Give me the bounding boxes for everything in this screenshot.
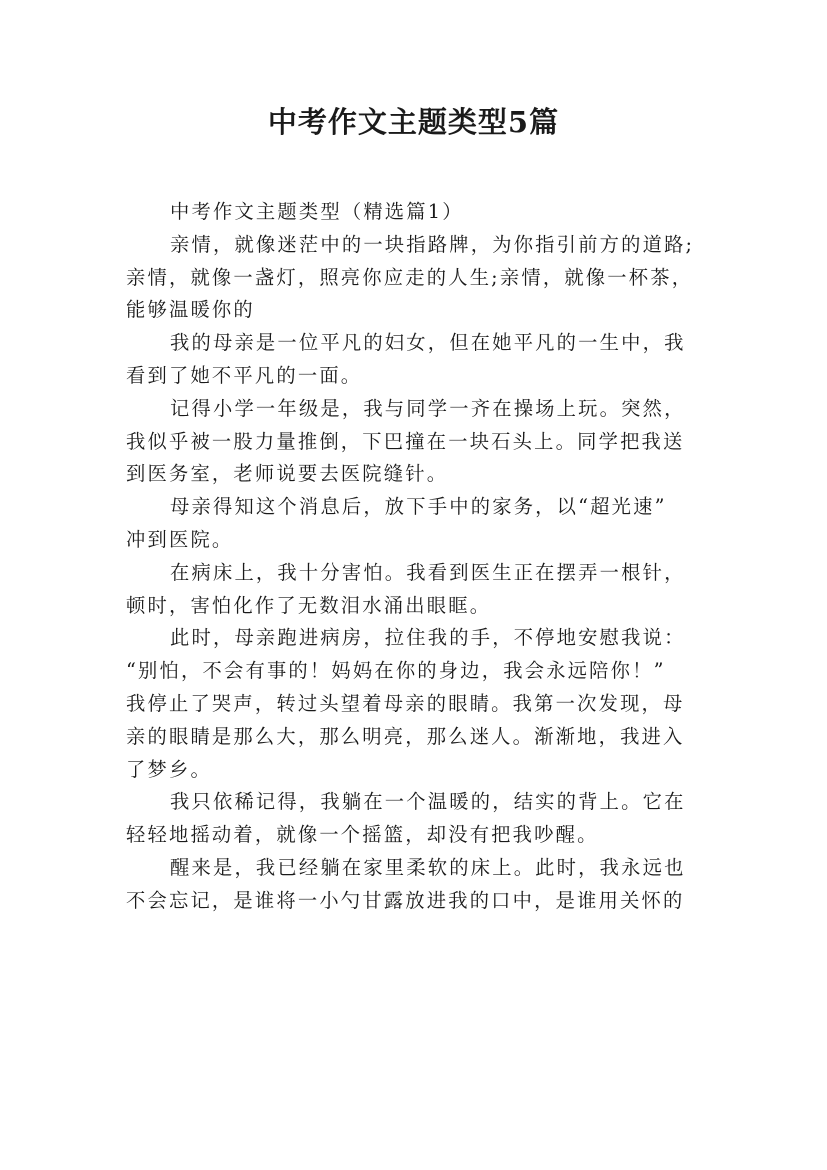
paragraph-line: 在病床上，我十分害怕。我看到医生正在摆弄一根针， bbox=[170, 560, 686, 584]
paragraph-line: 我只依稀记得，我躺在一个温暖的，结实的背上。它在 bbox=[170, 790, 686, 814]
section-heading: 中考作文主题类型（精选篇1） bbox=[170, 200, 464, 223]
paragraph-line: 到医务室，老师说要去医院缝针。 bbox=[126, 462, 449, 486]
paragraph-line: “别怕，不会有事的！妈妈在你的身边，我会永远陪你！” bbox=[126, 659, 666, 683]
paragraph-line: 记得小学一年级是，我与同学一齐在操场上玩。突然， bbox=[170, 396, 686, 420]
paragraph-line: 我似乎被一股力量推倒，下巴撞在一块石头上。同学把我送 bbox=[126, 429, 685, 453]
paragraph-line: 亲情，就像迷茫中的一块指路牌，为你指引前方的道路; bbox=[170, 232, 695, 256]
paragraph-line: 亲情，就像一盏灯，照亮你应走的人生;亲情，就像一杯茶， bbox=[126, 265, 694, 289]
paragraph-line: 看到了她不平凡的一面。 bbox=[126, 363, 363, 387]
paragraph-line: 冲到医院。 bbox=[126, 527, 234, 551]
document-body bbox=[126, 196, 706, 918]
paragraph-line: 我的母亲是一位平凡的妇女，但在她平凡的一生中，我 bbox=[170, 331, 686, 355]
paragraph-line: 顿时，害怕化作了无数泪水涌出眼眶。 bbox=[126, 593, 492, 617]
paragraph-line: 此时，母亲跑进病房，拉住我的手，不停地安慰我说： bbox=[170, 626, 686, 650]
paragraph-line: 醒来是，我已经躺在家里柔软的床上。此时，我永远也 bbox=[170, 855, 686, 879]
document-title: 中考作文主题类型5篇 bbox=[267, 105, 560, 139]
paragraph-line: 轻轻地摇动着，就像一个摇篮，却没有把我吵醒。 bbox=[126, 823, 599, 847]
paragraph-line: 母亲得知这个消息后，放下手中的家务，以“超光速” bbox=[170, 495, 667, 519]
paragraph-line: 能够温暖你的 bbox=[126, 298, 255, 322]
paragraph-line: 亲的眼睛是那么大，那么明亮，那么迷人。渐渐地，我进入 bbox=[126, 724, 685, 748]
paragraph-line: 不会忘记，是谁将一小勺甘露放进我的口中，是谁用关怀的 bbox=[126, 888, 685, 912]
paragraph-line: 了梦乡。 bbox=[126, 757, 212, 781]
paragraph-line: 我停止了哭声，转过头望着母亲的眼睛。我第一次发现，母 bbox=[126, 691, 685, 715]
